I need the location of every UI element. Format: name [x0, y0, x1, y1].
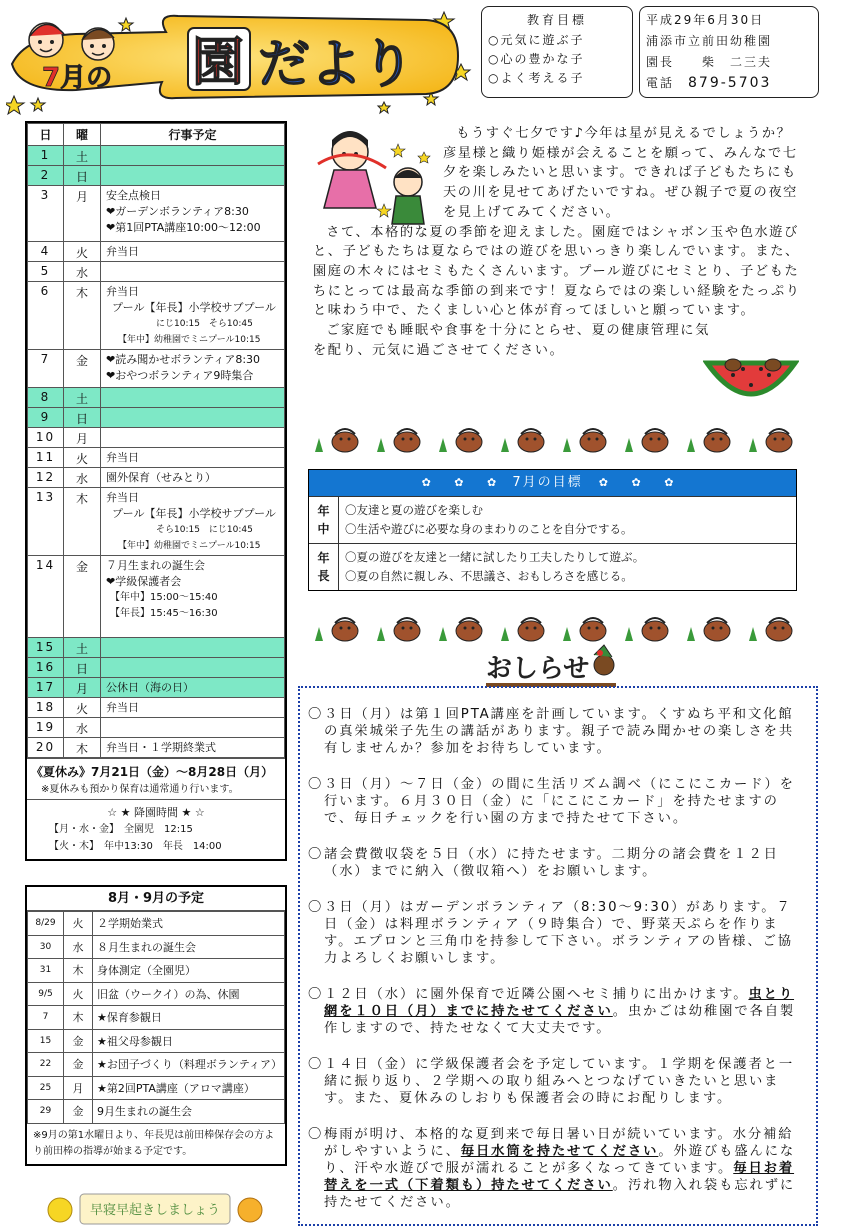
schedule-row	[28, 1029, 285, 1053]
watermelon-illustration	[703, 355, 799, 407]
schedule-date: 8/29	[28, 912, 64, 936]
intro-paragraph: ご家庭でも睡眠や食事を十分にとらせ、夏の健康管理に気を配り、元気に過ごさせてください。	[313, 323, 710, 358]
dismissal-title: ☆ ★ 降園時間 ★ ☆	[107, 806, 205, 819]
calendar-row	[28, 638, 285, 658]
goal-item: 〇夏の自然に親しみ、不思議さ、おもしろさを感じる。	[345, 569, 633, 583]
goal-item: 〇夏の遊びを友達と一緒に試したり工夫したりして遊ぶ。	[345, 550, 645, 564]
education-goals-title: 教育目標	[526, 13, 587, 27]
col-events: 行事予定	[101, 124, 285, 146]
goal-row-label: 年 中	[309, 497, 339, 543]
aug-sep-title: 8月・9月の予定	[27, 887, 285, 911]
calendar-events	[101, 186, 285, 242]
calendar-weekday: 土	[64, 146, 101, 166]
july-goals-table	[308, 469, 797, 591]
intro-paragraph: もうすぐ七夕です♪今年は星が見えるでしょうか？彦星様と織り姫様が会えることを願って、みんなで七夕を楽しみたいと思います。できれば子どもたちにも天の川を見せてあげたいですね。ぜひ親子で夏の夜空を見上げてみてください。	[443, 126, 798, 220]
calendar-weekday: 金	[64, 556, 101, 638]
calendar-event: プール【年長】小学校サブプール	[112, 301, 276, 314]
schedule-weekday: 木	[64, 959, 93, 983]
july-calendar	[25, 121, 287, 861]
calendar-event: ❤学級保護者会	[106, 575, 182, 588]
july-goals-title: 7月の目標	[512, 475, 583, 490]
calendar-events	[101, 738, 285, 758]
calendar-row	[28, 658, 285, 678]
schedule-date: 9/5	[28, 982, 64, 1006]
calendar-events	[101, 678, 285, 698]
notice-box	[298, 686, 818, 1226]
goal-item: 〇生活や遊びに必要な身のまわりのことを自分でする。	[345, 522, 633, 536]
notice-segment: １２日（水）に園外保育で近隣公園へセミ捕りに出かけます。	[324, 987, 749, 1002]
goal-item: 〇友達と夏の遊びを楽しむ	[345, 503, 483, 517]
notice-segment: 。虫かごは幼稚園で各自製作しますので、持たせなくて大丈夫です。	[324, 1004, 796, 1036]
beetle-icon	[501, 429, 544, 452]
calendar-row	[28, 262, 285, 282]
telephone	[646, 73, 812, 94]
calendar-day: 8	[28, 388, 64, 408]
dismissal-times	[27, 799, 285, 859]
calendar-row	[28, 186, 285, 242]
schedule-row	[28, 1053, 285, 1077]
calendar-weekday: 日	[64, 658, 101, 678]
education-goals-box	[481, 6, 633, 98]
flower-icon: ✿ ✿ ✿	[598, 476, 684, 489]
calendar-weekday: 火	[64, 698, 101, 718]
goal-row-nencho	[309, 543, 796, 590]
calendar-day: 16	[28, 658, 64, 678]
calendar-row	[28, 408, 285, 428]
summer-break	[27, 758, 285, 799]
notice-item	[308, 986, 806, 1037]
schedule-row	[28, 1100, 285, 1124]
title-banner	[6, 6, 476, 116]
calendar-day: 5	[28, 262, 64, 282]
notice-segment: ３日（月）は第１回PTA講座を計画しています。くすぬち平和文化館の真栄城栄子先生の講話があります。親子で読み聞かせの楽しさを共有しませんか？参加をお待ちしています。	[324, 707, 795, 756]
tel-label: 電話	[646, 76, 675, 90]
calendar-event: 【年中】15:00～15:40	[110, 592, 218, 603]
calendar-row	[28, 428, 285, 448]
beetle-icon	[377, 429, 420, 452]
calendar-event: 【年長】15:45～16:30	[110, 608, 218, 619]
calendar-day: 10	[28, 428, 64, 448]
schedule-event: ２学期始業式	[93, 912, 285, 936]
calendar-weekday: 月	[64, 186, 101, 242]
schedule-weekday: 火	[64, 912, 93, 936]
notice-segment: ３日（月）～７日（金）の間に生活リズム調べ（にこにこカード）を行います。６月３０日（金）に「にこにこカード」を持たせますので、毎日チェックを行い園の方まで持たせて下さい。	[324, 777, 795, 826]
calendar-row	[28, 242, 285, 262]
education-goal: ○心の豊かな子	[488, 52, 585, 66]
schedule-date: 22	[28, 1053, 64, 1077]
title-month: 7月の	[42, 63, 113, 93]
col-weekday: 曜	[64, 124, 101, 146]
notice-item	[308, 1126, 806, 1211]
calendar-event: 弁当日	[106, 491, 139, 504]
calendar-weekday: 水	[64, 468, 101, 488]
calendar-events	[101, 448, 285, 468]
calendar-events	[101, 388, 285, 408]
schedule-event: 身体測定（全園児）	[93, 959, 285, 983]
intro-paragraph: さて、本格的な夏の季節を迎えました。園庭ではシャボン玉や色水遊びと、子どもたちは夏ならではの遊びを思いっきり楽しんでいます。また、園庭の木々にはセミもたくさんいます。プール遊びにセミとり、子どもたちにとっては最高な季節の到来です！夏ならではの楽しい経験をたっぷりと味わう中で、たくましい心と体が育ってほしいと願っています。	[313, 224, 801, 319]
title-rest: だより	[258, 35, 415, 95]
notice-item	[308, 706, 806, 757]
calendar-row	[28, 350, 285, 388]
notice-segment: １４日（金）に学級保護者会を予定しています。１学期を保護者と一緒に振り返り、２学期への取り組みへとつなげていきたいと思います。また、夏休みのしおりも保護者会の時にお配りします。	[324, 1057, 795, 1106]
education-goal: ○よく考える子	[488, 71, 585, 85]
calendar-weekday: 木	[64, 488, 101, 556]
schedule-date: 25	[28, 1076, 64, 1100]
calendar-event: そら10:15 にじ10:45	[156, 525, 253, 535]
notice-text	[324, 1126, 806, 1211]
tel-number: 879-5703	[688, 75, 772, 91]
schedule-date: 30	[28, 935, 64, 959]
schedule-weekday: 水	[64, 935, 93, 959]
dismissal-time: 【火・木】 年中13:30 年長 14:00	[49, 841, 222, 852]
calendar-event: ❤第1回PTA講座10:00～12:00	[106, 221, 261, 234]
schedule-event: ８月生まれの誕生会	[93, 935, 285, 959]
calendar-day: 2	[28, 166, 64, 186]
schedule-event: ★お団子づくり（料理ボランティア）	[93, 1053, 285, 1077]
calendar-events	[101, 350, 285, 388]
schedule-event: 旧盆（ウークイ）の為、休園	[93, 982, 285, 1006]
calendar-day: 6	[28, 282, 64, 350]
calendar-row	[28, 166, 285, 186]
calendar-day: 19	[28, 718, 64, 738]
bullet-icon: 〇	[308, 1127, 324, 1142]
calendar-event: 弁当日	[106, 245, 139, 258]
calendar-day: 11	[28, 448, 64, 468]
beetle-icon	[377, 618, 420, 641]
calendar-weekday: 水	[64, 262, 101, 282]
schedule-row	[28, 959, 285, 983]
schedule-weekday: 金	[64, 1053, 93, 1077]
calendar-row	[28, 388, 285, 408]
calendar-day: 7	[28, 350, 64, 388]
beetle-icon	[315, 618, 358, 641]
summer-break-dates: 《夏休み》7月21日（金）～8月28日（月）	[31, 765, 274, 779]
beetle-icon	[439, 618, 482, 641]
summer-break-note: ※夏休みも預かり保育は通常通り行います。	[41, 784, 239, 795]
calendar-day: 17	[28, 678, 64, 698]
calendar-event: 公休日（海の日）	[106, 681, 194, 694]
notice-segment: 諸会費徴収袋を５日（水）に持たせます。二期分の諸会費を１２日（水）までに納入（徴収箱へ）をお願いします。	[324, 847, 779, 879]
notice-text	[324, 706, 806, 757]
calendar-day: 20	[28, 738, 64, 758]
beetle-icon	[563, 429, 606, 452]
bullet-icon: 〇	[308, 847, 324, 862]
beetle-icon	[687, 618, 730, 641]
notice-text	[324, 846, 806, 880]
issue-date: 平成29年6月30日	[646, 13, 765, 27]
beetle-icon	[315, 429, 358, 452]
calendar-events	[101, 488, 285, 556]
notice-item	[308, 899, 806, 967]
calendar-weekday: 木	[64, 738, 101, 758]
calendar-events	[101, 556, 285, 638]
beetle-icon	[749, 429, 792, 452]
aug-sep-note: ※9月の第1水曜日より、年長児は前田棒保存会の方より前田棒の指導が始まる予定です。	[33, 1129, 275, 1157]
bullet-icon: 〇	[308, 900, 324, 915]
calendar-event: 安全点検日	[106, 189, 161, 202]
calendar-row	[28, 146, 285, 166]
beetle-icon	[563, 618, 606, 641]
notice-text	[324, 776, 806, 827]
education-goal: ○元気に遊ぶ子	[488, 33, 585, 47]
calendar-weekday: 金	[64, 350, 101, 388]
calendar-weekday: 火	[64, 448, 101, 468]
calendar-events	[101, 698, 285, 718]
school-info-box	[639, 6, 819, 98]
calendar-events	[101, 408, 285, 428]
schedule-row	[28, 982, 285, 1006]
schedule-row	[28, 1076, 285, 1100]
calendar-event: 【年中】幼稚園でミニプール10:15	[118, 541, 261, 551]
schedule-date: 15	[28, 1029, 64, 1053]
schedule-event: ★第2回PTA講座（アロマ講座）	[93, 1076, 285, 1100]
beetle-border	[305, 424, 805, 456]
calendar-weekday: 水	[64, 718, 101, 738]
schedule-weekday: 火	[64, 982, 93, 1006]
bullet-icon: 〇	[308, 777, 324, 792]
calendar-events	[101, 242, 285, 262]
calendar-day: 4	[28, 242, 64, 262]
calendar-event: 弁当日	[106, 451, 139, 464]
calendar-row	[28, 678, 285, 698]
calendar-event: ❤読み聞かせボランティア8:30	[106, 353, 261, 366]
calendar-weekday: 土	[64, 638, 101, 658]
aug-sep-schedule	[25, 885, 287, 1166]
calendar-row	[28, 718, 285, 738]
calendar-day: 13	[28, 488, 64, 556]
calendar-weekday: 日	[64, 408, 101, 428]
beetle-icon	[749, 618, 792, 641]
calendar-day: 12	[28, 468, 64, 488]
schedule-date: 31	[28, 959, 64, 983]
notice-text	[324, 899, 806, 967]
calendar-events	[101, 638, 285, 658]
calendar-day: 18	[28, 698, 64, 718]
schedule-date: 7	[28, 1006, 64, 1030]
calendar-row	[28, 282, 285, 350]
calendar-event: ❤ガーデンボランティア8:30	[106, 205, 249, 218]
calendar-event: 【年中】幼稚園でミニプール10:15	[118, 335, 261, 345]
calendar-header-row	[28, 124, 285, 146]
dismissal-time: 【月・水・金】 全園児 12:15	[49, 824, 193, 835]
beetle-icon	[625, 618, 668, 641]
notice-segment: 。外遊びも盛んになり、汗や水遊びで服が濡れることが多くなってきています。	[324, 1144, 796, 1176]
calendar-weekday: 火	[64, 242, 101, 262]
calendar-weekday: 日	[64, 166, 101, 186]
bullet-icon: 〇	[308, 987, 324, 1002]
bullet-icon: 〇	[308, 1057, 324, 1072]
intro-text	[313, 124, 803, 360]
schedule-weekday: 木	[64, 1006, 93, 1030]
notice-segment: 。汚れ物入れ袋も忘れずに持たせてください。	[324, 1178, 796, 1210]
calendar-day: 15	[28, 638, 64, 658]
calendar-events	[101, 658, 285, 678]
calendar-weekday: 月	[64, 428, 101, 448]
flower-icon: ✿ ✿ ✿	[421, 476, 507, 489]
calendar-event: 弁当日	[106, 701, 139, 714]
beetle-border	[305, 613, 805, 645]
beetle-icon	[439, 429, 482, 452]
schedule-row	[28, 1006, 285, 1030]
schedule-weekday: 金	[64, 1100, 93, 1124]
calendar-events	[101, 282, 285, 350]
calendar-event: 弁当日	[106, 285, 139, 298]
school-name: 浦添市立前田幼稚園	[646, 34, 773, 48]
calendar-row	[28, 556, 285, 638]
principal-name: 園長 柴 二三夫	[646, 55, 773, 69]
notice-emphasis: 毎日水筒を持たせてください	[460, 1144, 659, 1159]
calendar-row	[28, 448, 285, 468]
notice-text	[324, 1056, 806, 1107]
beetle-icon	[501, 618, 544, 641]
notice-title: おしらせ	[486, 654, 590, 684]
bullet-icon: 〇	[308, 707, 324, 722]
calendar-row	[28, 488, 285, 556]
calendar-day: 14	[28, 556, 64, 638]
notice-item	[308, 776, 806, 827]
calendar-day: 3	[28, 186, 64, 242]
notice-segment: 梅雨が明け、本格的な夏到来で毎日暑い日が続いています。水分補給がしやすいように、	[324, 1127, 794, 1159]
beetle-icon	[687, 429, 730, 452]
calendar-events	[101, 166, 285, 186]
schedule-date: 29	[28, 1100, 64, 1124]
calendar-event: にじ10:15 そら10:45	[156, 319, 253, 329]
calendar-events	[101, 262, 285, 282]
beetle-icon	[625, 429, 668, 452]
calendar-event: 弁当日・１学期終業式	[106, 741, 216, 754]
notice-item	[308, 1056, 806, 1107]
notice-segment: ３日（月）はガーデンボランティア（8:30～9:30）があります。７日（金）は料理ボランティア（９時集合）で、野菜天ぷらを作ります。エプロンと三角巾を持参して下さい。ボランティアの皆様、ご協力よろしくお願いします。	[324, 900, 793, 966]
notice-text	[324, 986, 806, 1037]
goal-row-label: 年 長	[309, 544, 339, 590]
schedule-row	[28, 912, 285, 936]
early-to-bed-text: 早寝早起きしましょう	[89, 1203, 221, 1218]
schedule-row	[28, 935, 285, 959]
calendar-event: プール【年長】小学校サブプール	[112, 507, 276, 520]
calendar-row	[28, 738, 285, 758]
july-goals-header	[309, 470, 796, 496]
calendar-day: 9	[28, 408, 64, 428]
schedule-event: ★保育参観日	[93, 1006, 285, 1030]
calendar-events	[101, 428, 285, 448]
early-to-bed-illustration	[40, 1190, 270, 1226]
calendar-events	[101, 146, 285, 166]
calendar-events	[101, 468, 285, 488]
calendar-weekday: 土	[64, 388, 101, 408]
notice-emphasis: 毎日お着替えを一式（下着類も）持たせてください	[324, 1161, 795, 1193]
schedule-weekday: 月	[64, 1076, 93, 1100]
calendar-event: 園外保育（せみとり）	[106, 471, 216, 484]
calendar-event: ❤おやつボランティア9時集合	[106, 369, 254, 382]
schedule-event: 9月生まれの誕生会	[93, 1100, 285, 1124]
schedule-weekday: 金	[64, 1029, 93, 1053]
calendar-events	[101, 718, 285, 738]
calendar-weekday: 月	[64, 678, 101, 698]
notice-emphasis: 虫とり網を１０日（月）までに持たせてください	[324, 987, 795, 1019]
calendar-row	[28, 698, 285, 718]
notice-item	[308, 846, 806, 880]
col-day: 日	[28, 124, 64, 146]
schedule-event: ★祖父母参観日	[93, 1029, 285, 1053]
goal-row-nenchu	[309, 496, 796, 543]
calendar-event: ７月生まれの誕生会	[106, 559, 205, 572]
calendar-day: 1	[28, 146, 64, 166]
title-main-char: 園	[192, 33, 245, 93]
calendar-row	[28, 468, 285, 488]
calendar-weekday: 木	[64, 282, 101, 350]
